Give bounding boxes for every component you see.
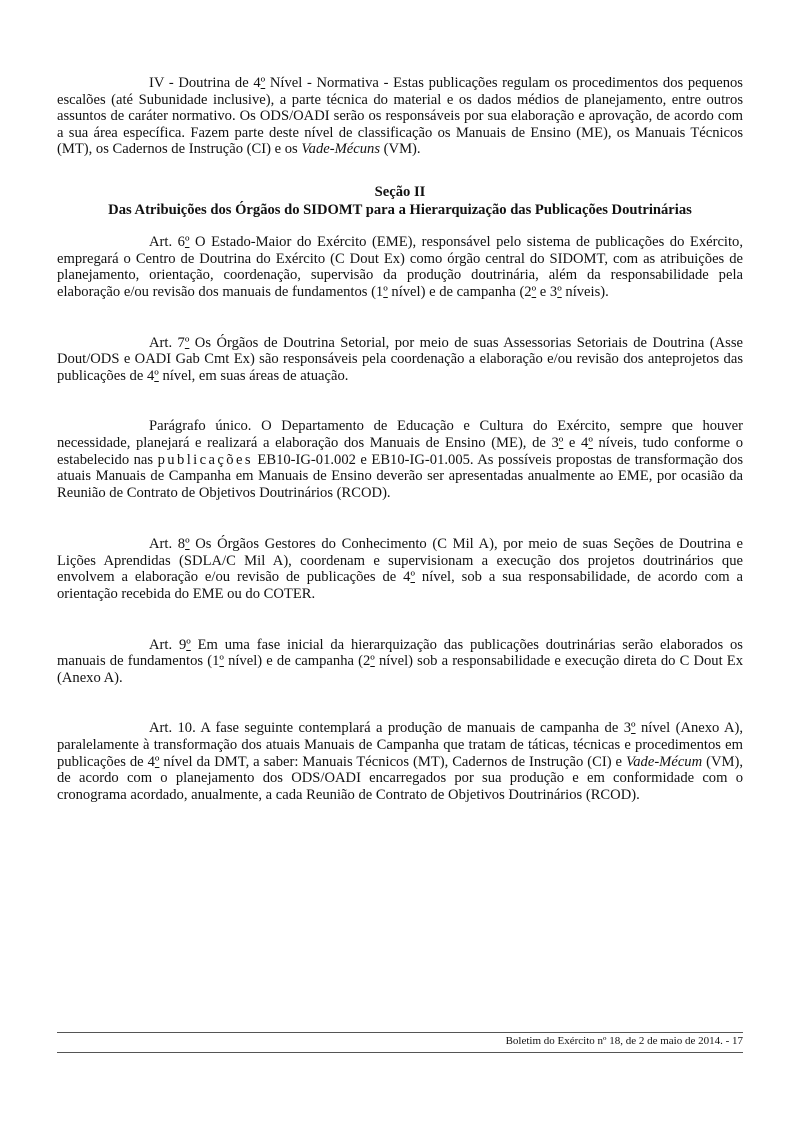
article-6	[57, 234, 743, 300]
text-run: Em uma fase inicial da hierarquização das publicações doutrinárias serão elaborados os manuais de fundamentos (1	[57, 636, 743, 670]
article-10	[57, 720, 743, 803]
text-run: Art. 8	[149, 536, 186, 553]
document-body	[57, 75, 743, 803]
text-run: Parágrafo único. O Departamento de Educação e Cultura do Exército, sempre que houver necessidade, planejará e realizará a elaboração dos Manuais de Ensino (ME), de 3	[57, 418, 743, 451]
text-run: Os Órgãos de Doutrina Setorial, por meio de suas Assessorias Setoriais de Doutrina (Asse Dout/ODS e OADI Gab Cmt Ex) são responsáveis pela coordenação a elaboração e/ou revisão dos anteprojetos das publicações de 4	[57, 334, 743, 384]
ordinal: º	[531, 283, 537, 300]
article-8	[57, 536, 743, 602]
text-run: (VM), de acordo com o planejamento dos ODS/OADI encarregados por sua produção e em conformidade com o cronograma acordado, anualmente, a cada Reunião de Contrato de Objetivos Doutrinários (RCOD).	[57, 753, 743, 803]
italic-term: Vade-Mécuns	[301, 141, 381, 158]
ordinal: º	[410, 569, 415, 586]
paragraph-iv-normativa	[57, 75, 743, 158]
ordinal: º	[631, 720, 636, 737]
ordinal: º	[154, 753, 160, 770]
ordinal: º	[154, 367, 159, 384]
text-run: e 4	[563, 434, 589, 451]
text-run: Art. 9	[149, 636, 187, 653]
ordinal: º	[186, 636, 191, 653]
text-run: Art. 7	[149, 334, 185, 351]
footer-citation: Boletim do Exército nº 18, de 2 de maio de 2014. - 17	[505, 1035, 743, 1047]
footer-rule-top	[57, 1032, 743, 1033]
ordinal: º	[184, 234, 190, 251]
page-footer	[57, 1032, 743, 1053]
ordinal: º	[184, 334, 190, 351]
spaced-word: publicações	[157, 451, 253, 468]
text-run: nível da DMT, a saber: Manuais Técnicos (MT), Cadernos de Instrução (CI) e	[159, 753, 626, 770]
paragrafo-unico	[57, 418, 743, 501]
ordinal: º	[370, 653, 375, 670]
ordinal: º	[383, 283, 388, 300]
text-run: Os Órgãos Gestores do Conhecimento (C Mil A), por meio de suas Seções de Doutrina e Lições Aprendidas (SDLA/C Mil A), coordenam e supervisionam a execução dos projetos doutrinários que envolvem a elaboração e/ou revisão de publicações de 4	[57, 536, 743, 586]
text-run: (VM).	[380, 141, 421, 158]
text-run: níveis).	[561, 283, 609, 300]
text-run: nível) sob a responsabilidade e execução direta do C Dout Ex (Anexo A).	[57, 653, 744, 686]
text-run: e 3	[536, 283, 558, 300]
text-run: O Estado-Maior do Exército (EME), responsável pelo sistema de publicações do Exército, empregará o Centro de Doutrina do Exército (C Dout Ex) como órgão central do SIDOMT, com as atribuições de planejamento, orientação, coordenação, supervisão da produção doutrinária, além da responsabilidade pela elaboração e/ou revisão dos manuais de fundamentos (1	[57, 234, 743, 300]
text-run: nível) e de campanha (2	[223, 653, 371, 670]
text-run: Nível - Normativa - Estas publicações regulam os procedimentos dos pequenos escalões (até Subunidade inclusive), a parte técnica do material e os dados médios de planejamento, entre outros assuntos de caráter normativo. Os ODS/OADI serão os responsáveis por sua elaboração e aprovação, de acordo com a sua área específica. Fazem parte deste nível de classificação os Manuais de Ensino (ME), os Manuais Técnicos (MT), os Cadernos de Instrução (CI) e os	[57, 75, 743, 158]
ordinal: º	[557, 283, 562, 300]
text-run: níveis, tudo conforme o estabelecido nas	[57, 434, 743, 468]
text-run: nível (Anexo A), paralelamente à transformação dos atuais Manuais de Campanha que tratam de táticas, técnicas e procedimentos em publicações de 4	[57, 720, 743, 770]
footer-rule-bottom	[57, 1052, 743, 1053]
text-run: Art. 6	[149, 234, 185, 251]
section-title: Seção II	[374, 183, 426, 200]
article-7	[57, 335, 743, 385]
ordinal: º	[558, 434, 564, 451]
ordinal: º	[185, 536, 190, 553]
ordinal: º	[588, 434, 593, 451]
text-run: EB10-IG-01.002 e EB10-IG-01.005. As possíveis propostas de transformação dos atuais Manuais de Campanha em Manuais de Ensino deverão ser apresentadas anualmente ao EME, por ocasião da Reunião de Contrato de Objetivos Doutrinários (RCOD).	[57, 451, 744, 501]
text-run: nível, sob a sua responsabilidade, de acordo com a orientação recebida do EME ou do COTER.	[57, 569, 743, 603]
section-subtitle: Das Atribuições dos Órgãos do SIDOMT para a Hierarquização das Publicações Doutrinárias	[108, 201, 692, 218]
article-9	[57, 637, 743, 687]
ordinal: º	[260, 75, 266, 91]
text-run: nível, em suas áreas de atuação.	[158, 367, 349, 384]
text-run: Art. 10. A fase seguinte contemplará a produção de manuais de campanha de 3	[149, 720, 632, 737]
italic-term: Vade-Mécum	[625, 753, 703, 770]
text-run: IV - Doutrina de 4	[149, 75, 261, 91]
text-run: nível) e de campanha (2	[387, 283, 532, 300]
ordinal: º	[219, 653, 224, 670]
